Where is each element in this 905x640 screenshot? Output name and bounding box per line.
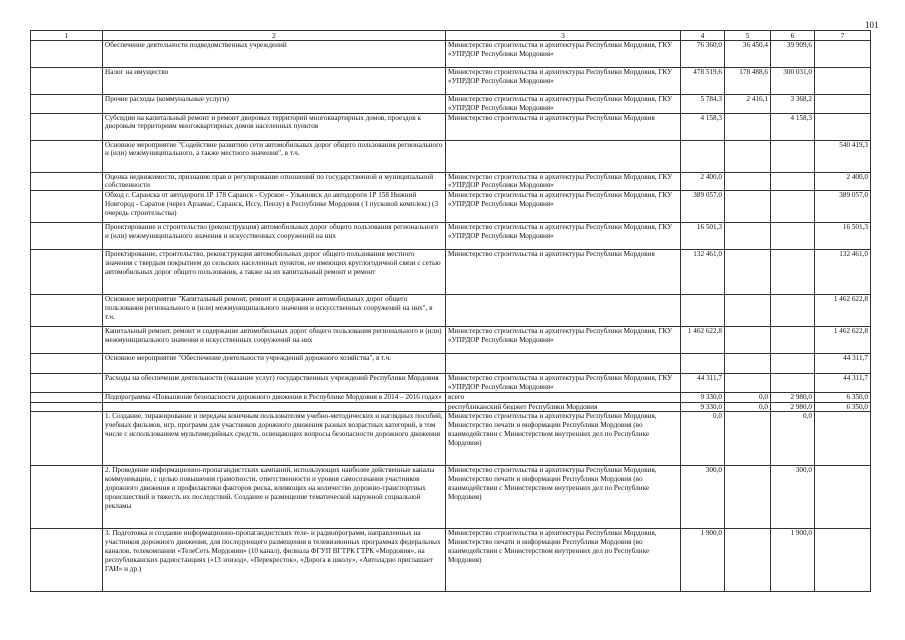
responsible-cell: Министерство строительства и архитектуры Республики Мордовия, Министерство печати и информации Республики Мордовия (во взаимодействии с Министерством внутренних дел по Республике Мордовия) xyxy=(446,412,681,466)
column-header: 5 xyxy=(725,31,771,41)
amount-cell xyxy=(815,466,871,529)
table-row xyxy=(31,402,871,412)
amount-cell: 0,0 xyxy=(725,402,771,412)
row-number-cell xyxy=(31,374,103,393)
amount-cell: 540 419,3 xyxy=(815,140,871,172)
row-number-cell xyxy=(31,140,103,172)
amount-cell xyxy=(725,172,771,191)
row-number-cell xyxy=(31,223,103,250)
amount-cell: 132 461,0 xyxy=(815,250,871,295)
row-number-cell xyxy=(31,295,103,327)
description-cell: Обеспечение деятельности подведомственных учреждений xyxy=(103,41,446,68)
responsible-cell: Министерство строительства и архитектуры Республики Мордовия, ГКУ «УПРДОР Республики Мордовия» xyxy=(446,172,681,191)
amount-cell xyxy=(725,113,771,140)
table-row xyxy=(31,466,871,529)
amount-cell: 300 031,0 xyxy=(771,68,815,95)
amount-cell xyxy=(771,327,815,354)
amount-cell: 0,0 xyxy=(725,392,771,402)
amount-cell: 4 158,3 xyxy=(771,113,815,140)
table-row xyxy=(31,392,871,402)
amount-cell: 0,0 xyxy=(771,412,815,466)
amount-cell xyxy=(725,140,771,172)
table-row xyxy=(31,172,871,191)
amount-cell xyxy=(771,354,815,374)
amount-cell xyxy=(725,191,771,223)
responsible-cell: республиканский бюджет Республики Мордовия xyxy=(446,402,681,412)
responsible-cell: Министерство строительства и архитектуры Республики Мордовия, Министерство печати и информации Республики Мордовия (во взаимодействии с Министерством внутренних дел по Республике Мордовия) xyxy=(446,529,681,592)
amount-cell: 1 462 622,8 xyxy=(681,327,725,354)
amount-cell xyxy=(725,529,771,592)
description-cell: Основное мероприятие "Содействие развитию сети автомобильных дорог общего пользования регионального и (или) межмуниципального, а также местного значения", в т.ч. xyxy=(103,140,446,172)
table-row xyxy=(31,374,871,393)
amount-cell: 76 360,0 xyxy=(681,41,725,68)
amount-cell: 2 400,0 xyxy=(815,172,871,191)
description-cell: Основное мероприятие "Капитальный ремонт, ремонт и содержание автомобильных дорог общего пользования регионального и (или) межмуниципального значения и искусственных сооружений на них", в т.ч. xyxy=(103,295,446,327)
row-number-cell xyxy=(31,466,103,529)
responsible-cell xyxy=(446,140,681,172)
row-number-cell xyxy=(31,402,103,412)
amount-cell xyxy=(771,140,815,172)
table-row xyxy=(31,140,871,172)
amount-cell: 44 311,7 xyxy=(681,374,725,393)
amount-cell: 478 519,6 xyxy=(681,68,725,95)
responsible-cell: Министерство строительства и архитектуры Республики Мордовия, ГКУ «УПРДОР Республики Мордовия» xyxy=(446,41,681,68)
description-cell: Проектирование и строительство (реконструкция) автомобильных дорог общего пользования регионального и (или) межмуниципального значения и искусственных сооружений на них xyxy=(103,223,446,250)
table-row xyxy=(31,354,871,374)
table-row xyxy=(31,113,871,140)
amount-cell xyxy=(771,295,815,327)
amount-cell xyxy=(815,95,871,114)
amount-cell: 39 909,6 xyxy=(771,41,815,68)
amount-cell: 2 980,0 xyxy=(771,402,815,412)
description-cell: 3. Подготовка и создание информационно-пропагандистских теле- и радиопрограмм, направленных на участников дорожного движения, для последующего размещения в телевизионных программах федеральных каналов, телекомпании «ТелеСеть Мордовии» (10 канал), филиала ФГУП ВГТРК ГТРК «Мордовия», на республиканских радиостанциях («13 эпизод», «Перекресток», «Дорога в школу», «Автоладно приглашает ГАИ» и др.) xyxy=(103,529,446,592)
description-cell xyxy=(103,402,446,412)
amount-cell: 3 368,2 xyxy=(771,95,815,114)
responsible-cell xyxy=(446,354,681,374)
page-number: 101 xyxy=(865,20,879,30)
amount-cell xyxy=(725,354,771,374)
responsible-cell: Министерство строительства и архитектуры Республики Мордовия, ГКУ «УПРДОР Республики Мордовия» xyxy=(446,374,681,393)
description-cell: Оценка недвижимости, признание прав и регулирование отношений по государственной и муниципальной собственности xyxy=(103,172,446,191)
table-row xyxy=(31,412,871,466)
amount-cell: 1 900,0 xyxy=(771,529,815,592)
description-cell: Налог на имущество xyxy=(103,68,446,95)
description-cell: 1. Создание, тиражирование и передача конечным пользователям учебно-методических и наглядных пособий, учебных фильмов, игр, программ для участников дорожного движения разных возрастных категорий, в том числе с использованием мультимедийных средств, освещающих вопросы безопасности дорожного движения xyxy=(103,412,446,466)
amount-cell: 132 461,0 xyxy=(681,250,725,295)
amount-cell: 1 900,0 xyxy=(681,529,725,592)
amount-cell xyxy=(815,113,871,140)
amount-cell: 389 057,0 xyxy=(681,191,725,223)
responsible-cell: Министерство строительства и архитектуры Республики Мордовия xyxy=(446,113,681,140)
row-number-cell xyxy=(31,412,103,466)
responsible-cell: Министерство строительства и архитектуры Республики Мордовия, ГКУ «УПРДОР Республики Мордовия» xyxy=(446,95,681,114)
amount-cell: 5 784,3 xyxy=(681,95,725,114)
amount-cell: 44 311,7 xyxy=(815,354,871,374)
column-header: 3 xyxy=(446,31,681,41)
responsible-cell: Министерство строительства и архитектуры Республики Мордовия xyxy=(446,250,681,295)
amount-cell: 44 311,7 xyxy=(815,374,871,393)
responsible-cell: Министерство строительства и архитектуры Республики Мордовия, ГКУ «УПРДОР Республики Мордовия» xyxy=(446,191,681,223)
amount-cell xyxy=(725,250,771,295)
description-cell: Обход г. Саранска от автодороги 1Р 178 Саранск - Сурское - Ульяновск до автодороги 1Р 158 Нижний Новгород - Саратов (через Арзамас, Саранск, Иссу, Пензу) в Республике Мордовия ( I пусковой комплекс) (3 очередь строительства) xyxy=(103,191,446,223)
amount-cell xyxy=(725,466,771,529)
amount-cell: 9 330,0 xyxy=(681,392,725,402)
row-number-cell xyxy=(31,68,103,95)
amount-cell: 2 416,1 xyxy=(725,95,771,114)
amount-cell: 16 501,3 xyxy=(681,223,725,250)
responsible-cell xyxy=(446,295,681,327)
amount-cell: 9 330,0 xyxy=(681,402,725,412)
amount-cell: 178 488,6 xyxy=(725,68,771,95)
amount-cell xyxy=(771,172,815,191)
column-header: 4 xyxy=(681,31,725,41)
responsible-cell: Министерство строительства и архитектуры Республики Мордовия, ГКУ «УПРДОР Республики Мордовия» xyxy=(446,327,681,354)
row-number-cell xyxy=(31,529,103,592)
amount-cell xyxy=(681,295,725,327)
row-number-cell xyxy=(31,354,103,374)
row-number-cell xyxy=(31,113,103,140)
amount-cell xyxy=(725,327,771,354)
amount-cell: 300,0 xyxy=(681,466,725,529)
responsible-cell: Министерство строительства и архитектуры Республики Мордовия, ГКУ «УПРДОР Республики Мордовия» xyxy=(446,223,681,250)
responsible-cell: Министерство строительства и архитектуры Республики Мордовия, ГКУ «УПРДОР Республики Мордовия» xyxy=(446,68,681,95)
amount-cell xyxy=(771,250,815,295)
description-cell: 2. Проведение информационно-пропагандистских кампаний, использующих наиболее действенные каналы коммуникации, с целью повышения грамотности, ответственности и уровня самосознания участников дорожного движения и профилактики факторов риска, влияющих на количество дорожно-транспортных происшествий и тяжесть их последствий. Создание и размещение тематической наружной социальной рекламы xyxy=(103,466,446,529)
row-number-cell xyxy=(31,41,103,68)
amount-cell xyxy=(815,68,871,95)
amount-cell: 0,0 xyxy=(681,412,725,466)
table-row xyxy=(31,41,871,68)
amount-cell xyxy=(725,374,771,393)
budget-table xyxy=(30,30,871,592)
column-header: 2 xyxy=(103,31,446,41)
table-row xyxy=(31,95,871,114)
column-header: 1 xyxy=(31,31,103,41)
responsible-cell: всего xyxy=(446,392,681,402)
amount-cell: 1 462 622,8 xyxy=(815,295,871,327)
description-cell: Капитальный ремонт, ремонт и содержание автомобильных дорог общего пользования регионального и (или) межмуниципального значения и искусственных сооружений на них xyxy=(103,327,446,354)
amount-cell xyxy=(725,295,771,327)
table-row xyxy=(31,327,871,354)
amount-cell: 16 501,3 xyxy=(815,223,871,250)
amount-cell: 4 158,3 xyxy=(681,113,725,140)
table-row xyxy=(31,250,871,295)
amount-cell xyxy=(681,140,725,172)
amount-cell: 6 350,0 xyxy=(815,402,871,412)
amount-cell xyxy=(771,374,815,393)
amount-cell: 1 462 622,8 xyxy=(815,327,871,354)
column-header: 6 xyxy=(771,31,815,41)
row-number-cell xyxy=(31,327,103,354)
description-cell: Основное мероприятие "Обеспечение деятельности учреждений дорожного хозяйства", в т.ч. xyxy=(103,354,446,374)
row-number-cell xyxy=(31,392,103,402)
amount-cell xyxy=(815,529,871,592)
amount-cell xyxy=(815,41,871,68)
amount-cell: 6 350,0 xyxy=(815,392,871,402)
description-cell: Расходы на обеспечение деятельности (оказание услуг) государственных учреждений Республики Мордовия xyxy=(103,374,446,393)
amount-cell: 389 057,0 xyxy=(815,191,871,223)
amount-cell xyxy=(815,412,871,466)
amount-cell xyxy=(771,223,815,250)
amount-cell: 2 980,0 xyxy=(771,392,815,402)
amount-cell: 2 400,0 xyxy=(681,172,725,191)
amount-cell xyxy=(771,191,815,223)
row-number-cell xyxy=(31,172,103,191)
header-row xyxy=(31,31,871,41)
amount-cell: 36 450,4 xyxy=(725,41,771,68)
table-row xyxy=(31,529,871,592)
row-number-cell xyxy=(31,95,103,114)
responsible-cell: Министерство строительства и архитектуры Республики Мордовия, Министерство печати и информации Республики Мордовия (во взаимодействии с Министерством внутренних дел по Республике Мордовия) xyxy=(446,466,681,529)
table-row xyxy=(31,223,871,250)
amount-cell xyxy=(725,412,771,466)
table-row xyxy=(31,295,871,327)
row-number-cell xyxy=(31,191,103,223)
amount-cell xyxy=(681,354,725,374)
description-cell: Подпрограмма «Повышение безопасности дорожного движения в Республике Мордовия в 2014 – 2016 годах» xyxy=(103,392,446,402)
description-cell: Проектирование, строительство, реконструкция автомобильных дорог общего пользования местного значения с твердым покрытием до сельских населенных пунктов, не имеющих круглогодичной связи с сетью автомобильных дорог общего пользования, а также на их капитальный ремонт и ремонт xyxy=(103,250,446,295)
column-header: 7 xyxy=(815,31,871,41)
description-cell: Прочие расходы (коммунальные услуги) xyxy=(103,95,446,114)
table-row xyxy=(31,68,871,95)
row-number-cell xyxy=(31,250,103,295)
amount-cell xyxy=(725,223,771,250)
amount-cell: 300,0 xyxy=(771,466,815,529)
description-cell: Субсидии на капитальный ремонт и ремонт дворовых территорий многоквартирных домов, проездов к дворовым территориям многоквартирных домов населенных пунктов xyxy=(103,113,446,140)
table-row xyxy=(31,191,871,223)
